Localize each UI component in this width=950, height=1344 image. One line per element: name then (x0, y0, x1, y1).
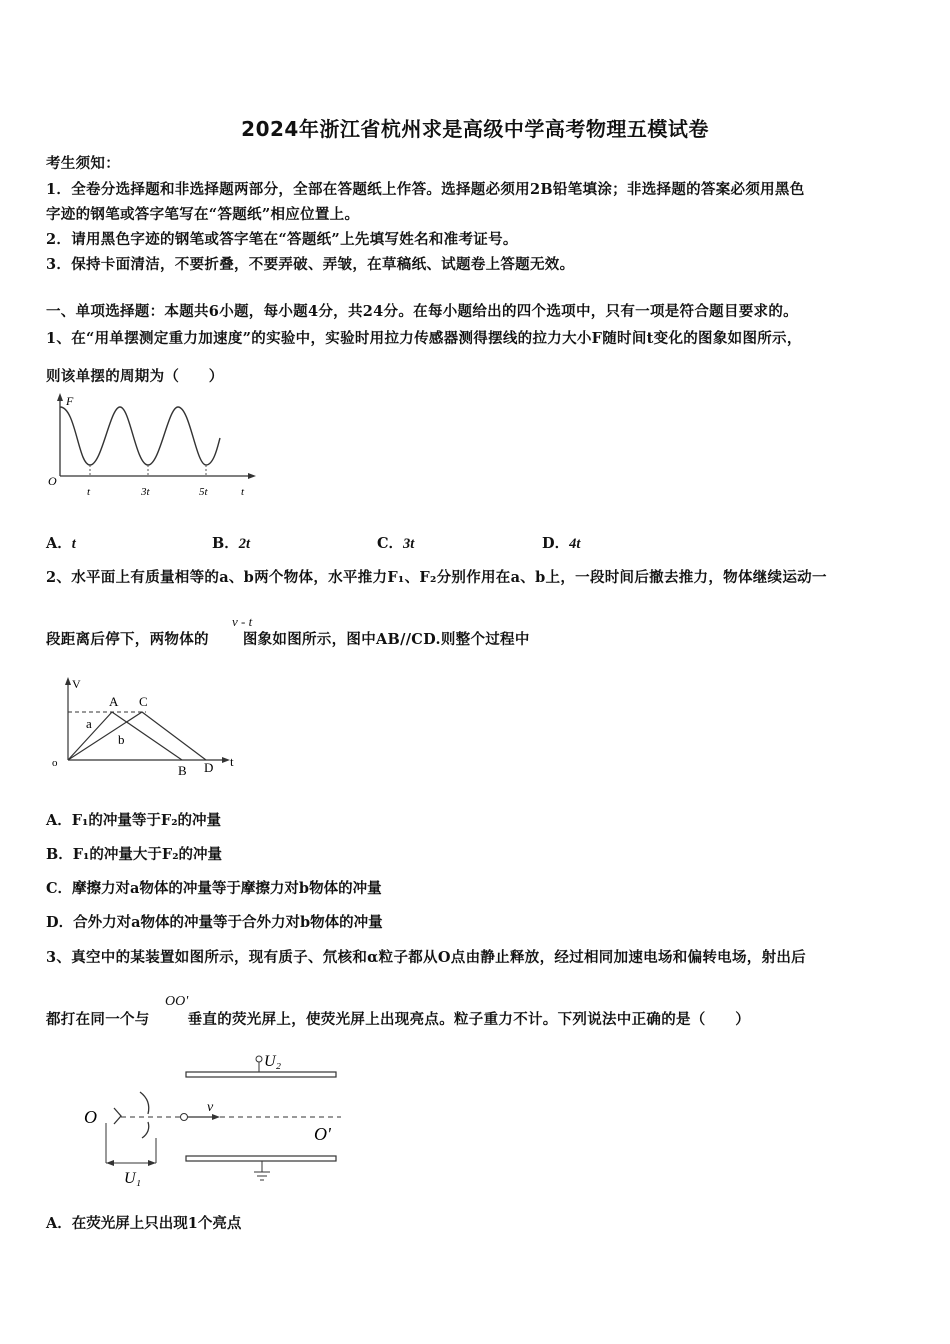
q1-option-a[interactable]: A．t (46, 535, 76, 552)
q2-line-label: a (86, 716, 92, 731)
q2-point-label: B (178, 763, 187, 778)
q3-terminal-u2 (256, 1056, 262, 1062)
q1-option-c[interactable]: C．3t (377, 535, 415, 552)
q3-line-1: 3、真空中的某装置如图所示，现有质子、氘核和α粒子都从O点由静止释放，经过相同加速电场和偏转电场，射出后 (46, 949, 806, 966)
q1-tick-label: t (87, 486, 91, 498)
page-title: 2024年浙江省杭州求是高级中学高考物理五模试卷 (241, 117, 709, 141)
q1-option-b[interactable]: B．2t (212, 535, 251, 552)
q3-lower-plate (186, 1156, 336, 1161)
q2-option-a[interactable]: A．F₁的冲量等于F₂的冲量 (46, 812, 222, 829)
q2-origin-label: o (52, 757, 58, 769)
q2-line-label: b (118, 732, 125, 747)
q2-point-label: A (109, 694, 119, 709)
notice-heading: 考生须知： (46, 155, 120, 172)
q2-vt-label: v - t (232, 614, 253, 629)
notice-line-2: 2．请用黑色字迹的钢笔或答字笔在“答题纸”上先填写姓名和准考证号。 (46, 231, 518, 248)
q3-o-prime-label: O' (314, 1124, 331, 1144)
q1-origin-label: O (48, 474, 57, 488)
notice-line-1b: 字迹的钢笔或答字笔写在“答题纸”相应位置上。 (46, 206, 360, 223)
q2-line-2: 段距离后停下，两物体的 图象如图所示，图中AB//CD.则整个过程中 (46, 631, 530, 648)
q3-accel-electrode (140, 1092, 149, 1114)
q2-x-label: t (230, 754, 234, 769)
q1-line-1: 1、在“用单摆测定重力加速度”的实验中，实验时用拉力传感器测得摆线的拉力大小F随时间t变化的图象如图所示， (46, 330, 802, 347)
q2-line-1: 2、水平面上有质量相等的a、b两个物体，水平推力F₁、F₂分别作用在a、b上，一段时间后撤去推力，物体继续运动一 (46, 569, 827, 586)
q2-option-b[interactable]: B．F₁的冲量大于F₂的冲量 (46, 846, 223, 863)
q3-particle (181, 1114, 188, 1121)
q1-tick-label: 3t (141, 486, 150, 498)
q3-line-2: 都打在同一个与 垂直的荧光屏上，使荧光屏上出现亮点。粒子重力不计。下列说法中正确的是（ ） (46, 1011, 751, 1028)
q3-u1-label: U₁ (124, 1170, 142, 1187)
q3-v-label: v (207, 1100, 214, 1115)
q1-tick-label: 5t (199, 486, 208, 498)
q3-source-electrode (114, 1108, 121, 1124)
q1-option-d[interactable]: D．4t (542, 535, 581, 552)
q2-y-label: V (72, 677, 81, 691)
notice-line-3: 3．保持卡面清洁，不要折叠，不要弄破、弄皱，在草稿纸、试题卷上答题无效。 (46, 256, 575, 273)
q1-line-2: 则该单摆的周期为（ ） (46, 368, 224, 385)
q3-apparatus-figure (76, 1048, 366, 1188)
q3-oo-label: OO' (165, 994, 189, 1009)
q2-point-label: C (139, 694, 148, 709)
q3-o-label: O (84, 1107, 97, 1127)
section-heading: 一、单项选择题：本题共6小题，每小题4分，共24分。在每小题给出的四个选项中，只有一项是符合题目要求的。 (46, 303, 798, 320)
q2-point-label: D (204, 760, 214, 775)
q1-x-label: t (241, 486, 245, 498)
q1-force-time-graph (40, 393, 260, 503)
q1-y-label: F (66, 394, 74, 408)
q1-force-curve (60, 407, 220, 465)
q2-option-c[interactable]: C．摩擦力对a物体的冲量等于摩擦力对b物体的冲量 (46, 880, 382, 897)
q3-upper-plate (186, 1072, 336, 1077)
notice-line-1a: 1．全卷分选择题和非选择题两部分，全部在答题纸上作答。选择题必须用2B铅笔填涂；非选择题的答案必须用黑色 (46, 181, 805, 198)
q2-option-d[interactable]: D．合外力对a物体的冲量等于合外力对b物体的冲量 (46, 914, 383, 931)
q3-u2-label: U₂ (264, 1053, 282, 1070)
q3-option-a[interactable]: A．在荧光屏上只出现1个亮点 (46, 1215, 242, 1232)
q2-velocity-time-graph (48, 676, 248, 781)
